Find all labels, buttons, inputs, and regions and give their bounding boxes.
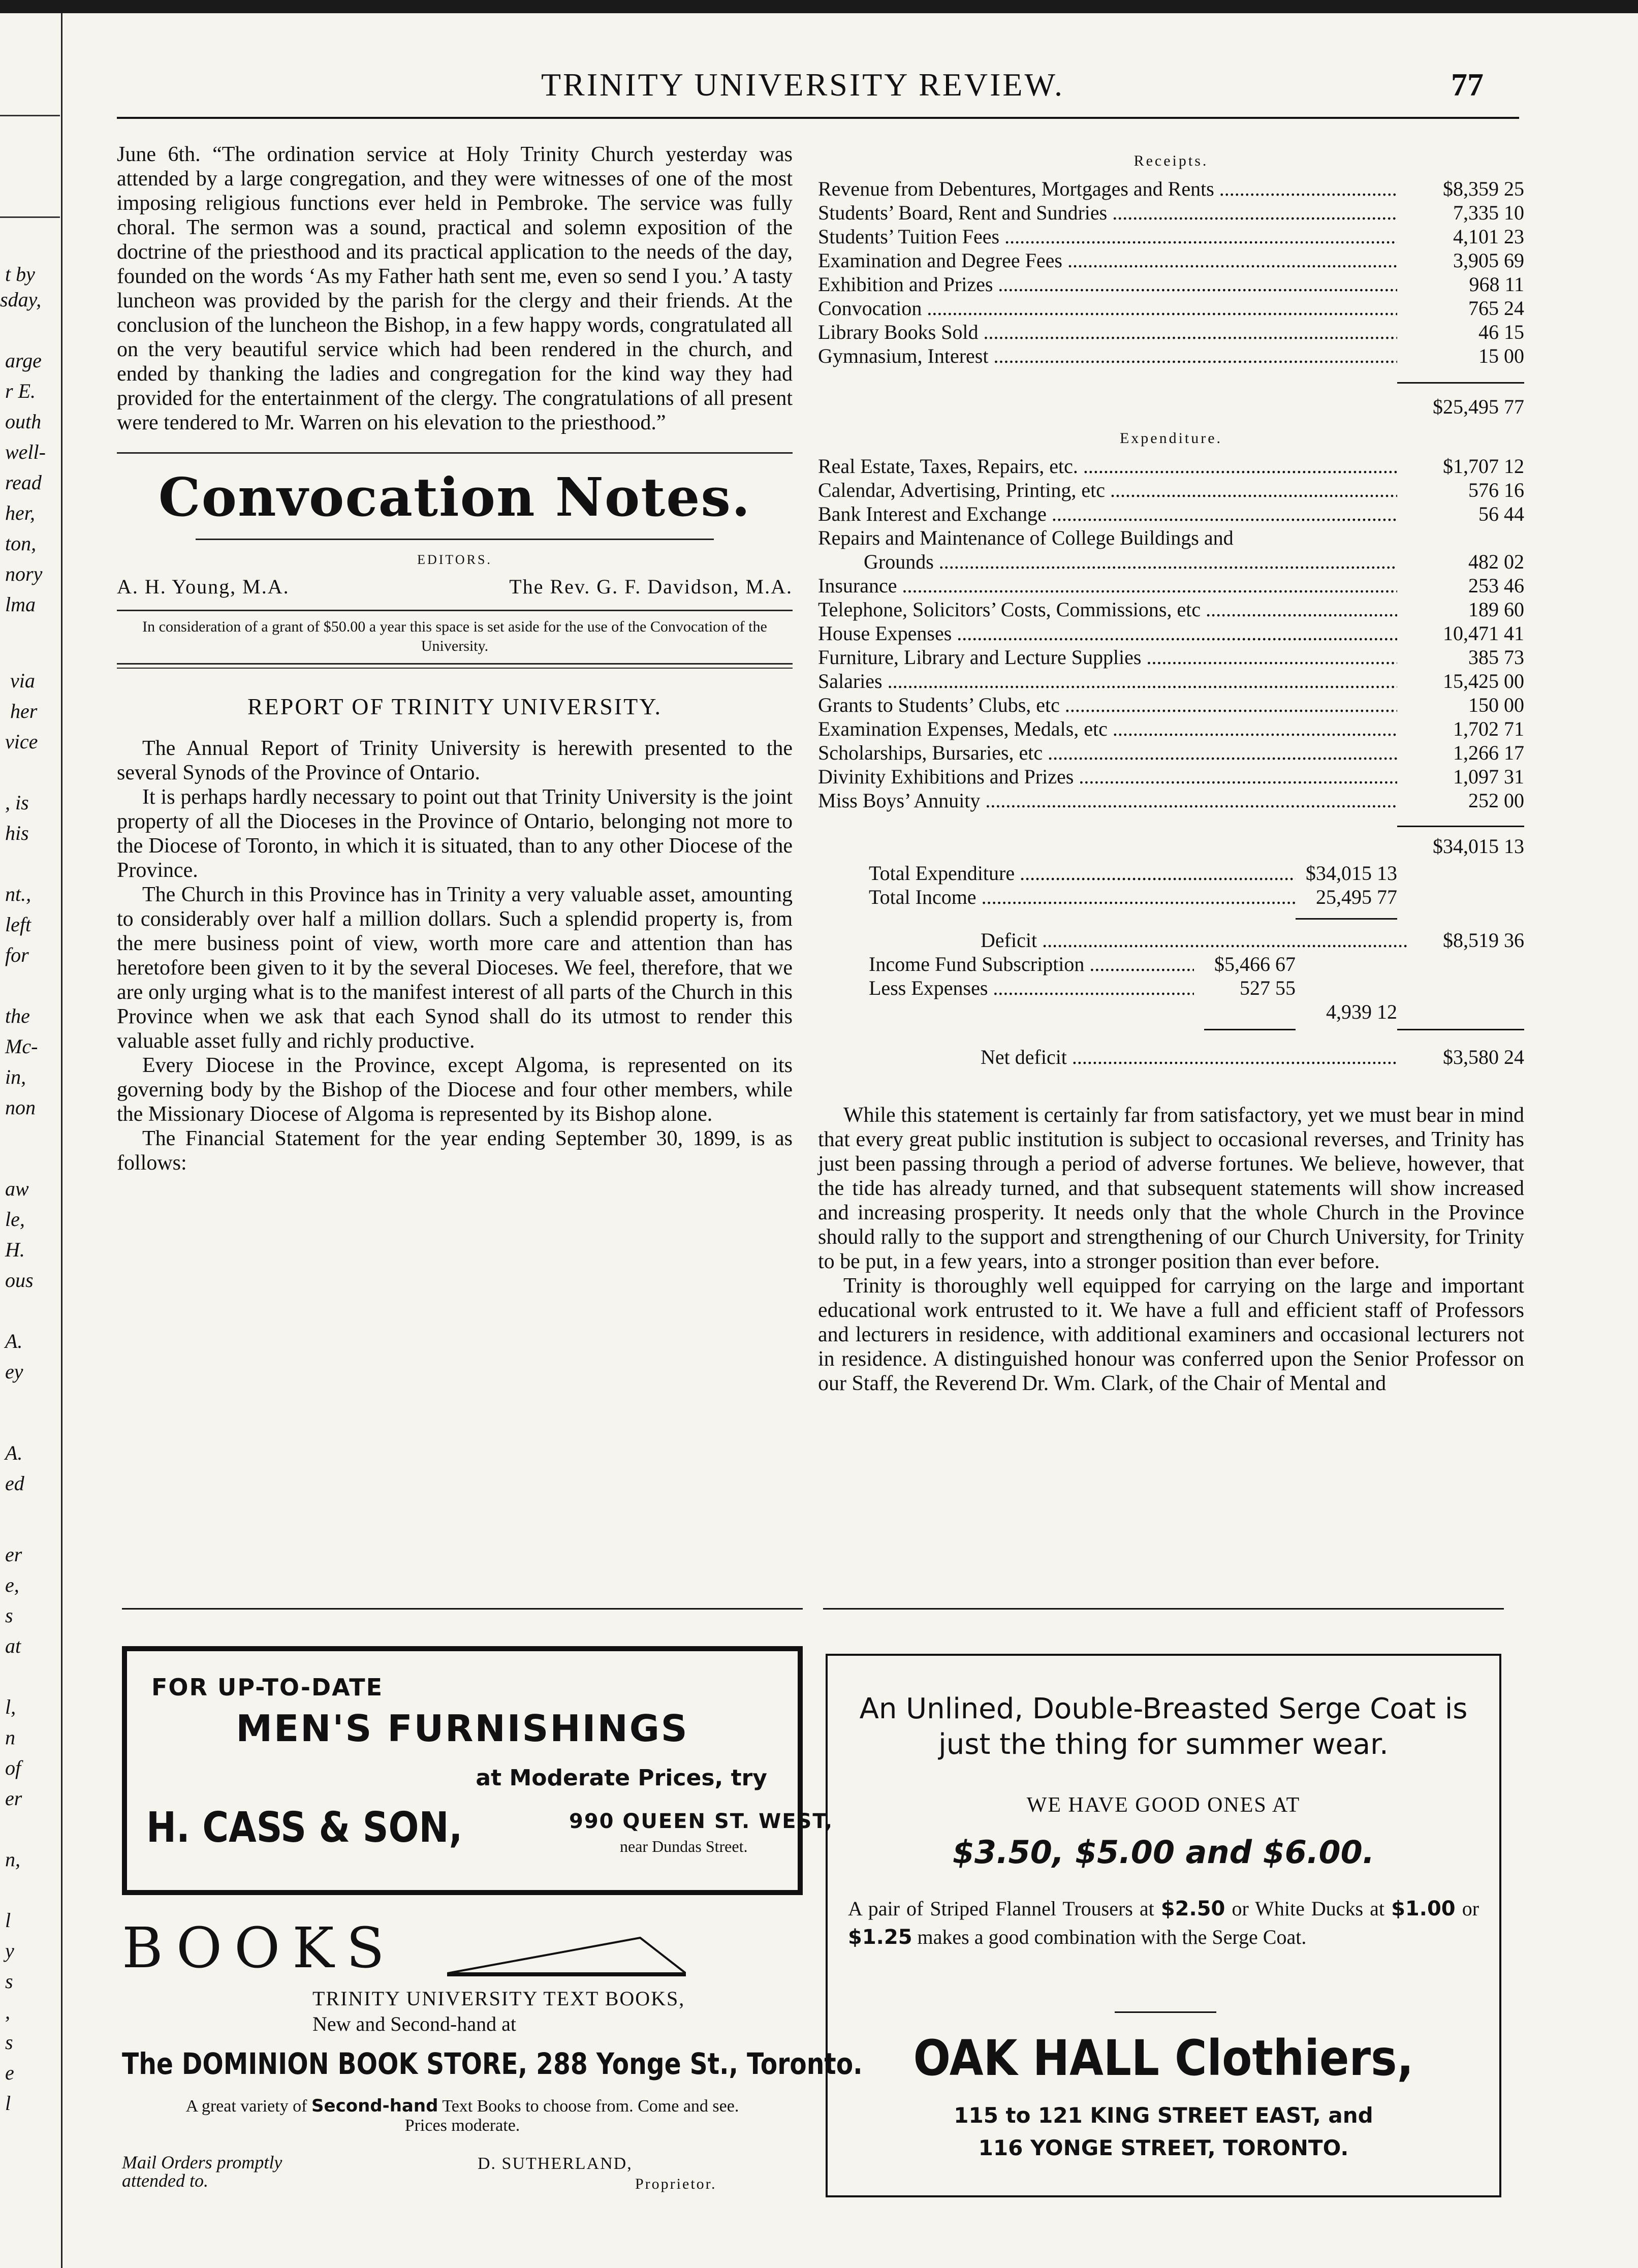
report-paragraph: The Church in this Province has in Trinity a very valuable asset, amounting to considerably over half a million dollars. Such a splendid property is, from the mere business point of view, worth more care and attention than has heretofore been given to it by the several Dioceses. We feel, therefore, that we are only urging what is to the manifest interest of all parts of the Church in this Province when we ask that each Synod shall do its utmost to render this valuable asset fully and richly productive.	[117, 883, 793, 1053]
grant-note: In consideration of a grant of $50.00 a year this space is set aside for the use of the Convocation of the University.	[142, 618, 767, 654]
gutter-fragment: well-	[5, 440, 46, 463]
section-rule	[117, 452, 793, 454]
gutter-fragment: l	[5, 2092, 11, 2115]
journal-title: TRINITY UNIVERSITY REVIEW.	[541, 67, 1065, 103]
gutter-fragment: her	[10, 700, 38, 722]
gutter-fragment: e	[5, 2061, 14, 2084]
ad-line: FOR UP-TO-DATE	[151, 1674, 383, 1701]
sum-rule	[1397, 382, 1524, 384]
row-amount: 1,266 17	[1453, 741, 1524, 764]
expenditure-row	[818, 669, 1524, 693]
ad-text: or White Ducks at	[1232, 1897, 1385, 1920]
gutter-fragment: at	[5, 1634, 21, 1657]
net-subscription-amount: 4,939 12	[1326, 1000, 1397, 1023]
gutter-fragment: sday,	[0, 288, 42, 311]
ad-headline: MEN'S FURNISHINGS	[236, 1707, 689, 1750]
section-title: Convocation Notes.	[158, 466, 751, 528]
gutter-fragment: vice	[5, 730, 38, 753]
row-amount: 150 00	[1468, 694, 1524, 716]
gutter-fragment: e,	[5, 1573, 19, 1596]
convocation-notes-section	[117, 466, 793, 669]
expenditure-row	[818, 621, 1524, 645]
ad-price: $1.00	[1391, 1897, 1456, 1920]
expenditure-row	[818, 597, 1524, 621]
report-title: REPORT OF TRINITY UNIVERSITY.	[247, 694, 663, 719]
editors-line	[117, 575, 793, 598]
expenditure-row	[818, 717, 1524, 741]
gutter-fragment: l	[5, 1909, 11, 1932]
ad-proprietor-title: Proprietor.	[635, 2176, 717, 2192]
ad-line: near Dundas Street.	[620, 1837, 748, 1855]
row-label	[818, 395, 1397, 419]
row-label: Income Fund Subscription .....	[869, 952, 1194, 976]
row-amount: 15,425 00	[1443, 670, 1524, 692]
gutter-fragment: l,	[5, 1695, 16, 1718]
ad-text-emphasis: Second-hand	[311, 2096, 438, 2116]
gutter-fragment: A.	[5, 1441, 23, 1464]
row-amount: $1,707 12	[1443, 455, 1524, 478]
expenditure-heading: Expenditure.	[1119, 430, 1223, 447]
report-paragraph: It is perhaps hardly necessary to point out that Trinity University is the joint property of all the Dioceses in the Province of Ontario, belonging not more to the Diocese of Toronto, in which it is situated, than to any other Diocese of the Province.	[117, 785, 793, 882]
commentary-paragraph: Trinity is thoroughly well equipped for carrying on the large and important educational work entrusted to it. We have a full and efficient staff of Professors and lecturers in residence, with additional examiners and occasional lecturers not in residence. A distinguished honour was conferred upon the Senior Professor on our Staff, the Reverend Dr. Wm. Clark, of the Chair of Mental and	[818, 1274, 1524, 1395]
row-amount	[1397, 526, 1524, 550]
title-underline	[196, 539, 714, 540]
row-label: Students’ Board, Rent and Sundries .....	[818, 201, 1397, 225]
gutter-fragment: his	[5, 822, 29, 844]
header-rule	[117, 117, 1519, 119]
gutter-fragment: er	[5, 1787, 22, 1810]
less-expenses-amount: 527 55	[1240, 976, 1296, 999]
gutter-fragment: read	[5, 471, 42, 494]
row-label: Exhibition and Prizes .....	[818, 272, 1397, 296]
row-label: Less Expenses .....	[869, 976, 1194, 1000]
gutter-fragment: of	[5, 1756, 21, 1779]
ad-business-name: H. CASS & SON,	[146, 1804, 463, 1852]
editor-name: A. H. Young, M.A.	[117, 575, 290, 598]
gutter-fragment: the	[5, 1004, 30, 1027]
gutter-fragment: for	[5, 943, 29, 966]
cass-advertisement	[122, 1646, 834, 1895]
gutter-fragment: ton,	[5, 532, 37, 555]
ad-description	[178, 2096, 747, 2135]
row-label: Total Expenditure .....	[869, 861, 1296, 885]
row-label: Real Estate, Taxes, Repairs, etc. .....	[818, 454, 1397, 478]
total-income-amount: 25,495 77	[1316, 886, 1397, 908]
report-paragraph: Every Diocese in the Province, except Algoma, is represented on its governing body by the Bishop of the Diocese and four other members, while the Missionary Diocese of Algoma is represented by its Bishop alone.	[117, 1054, 793, 1126]
expenditure-row	[818, 789, 1524, 812]
gutter-fragment: lma	[5, 593, 36, 616]
summary-block	[818, 861, 1524, 1095]
row-label: Insurance .....	[818, 574, 1397, 597]
ordination-paragraph: June 6th. “The ordination service at Holy Trinity Church yesterday was attended by a large congregation, and they were witnesses of one of the most imposing religious functions ever held in Pembroke. The service was fully choral. The sermon was a sound, practical and solemn exposition of the doctrine of the priesthood and its practical application to the needs of the day, founded on the words ‘As my Father hath sent me, even so send I you.’ A tasty luncheon was provided by the parish for the clergy and their friends. At the conclusion of the luncheon the Bishop, in a few happy words, congratulated all on the very beautiful service which had been rendered in the church, and ended by thanking the ladies and congregation for the kind way they had provided for the entertainment of the clergy. The congratulations of all present were tendered to Mr. Warren on his elevation to the priesthood.”	[117, 143, 793, 434]
row-label: House Expenses .....	[818, 621, 1397, 645]
previous-page-gutter	[0, 13, 62, 2268]
expenditure-row	[818, 765, 1524, 789]
total-expenditure-row	[869, 861, 1296, 885]
receipt-row	[818, 296, 1524, 320]
gutter-fragment: , is	[5, 791, 29, 814]
row-amount: 968 11	[1469, 273, 1524, 296]
gutter-fragment: nory	[5, 562, 43, 585]
row-amount: 253 46	[1468, 574, 1524, 597]
gutter-fragment: er	[5, 1543, 22, 1566]
receipt-row	[818, 201, 1524, 225]
row-label: Grants to Students’ Clubs, etc .....	[818, 693, 1397, 717]
expenditure-total: $34,015 13	[1433, 835, 1524, 858]
oak-hall-advertisement	[826, 1654, 1501, 2197]
row-amount: 10,471 41	[1443, 622, 1524, 645]
column-end-rule	[122, 1608, 803, 1610]
commentary-paragraph: While this statement is certainly far from satisfactory, yet we must bear in mind that every great public institution is subject to occasional reverses, and Trinity has just been passing through a period of adverse fortunes. We believe, however, that the tide has already turned, and that subsequent statements will show increased and increasing prosperity. It needs only that the whole Church in the Province should rally to the support and strengthening of our Church University, for Trinity to be put, in a few years, into a stronger position than ever before.	[818, 1104, 1524, 1273]
row-label: Grounds .....	[818, 550, 1397, 574]
editors-rule	[117, 610, 793, 611]
row-label: Convocation .....	[818, 296, 1397, 320]
ad-mail-orders: Mail Orders promptly attended to.	[122, 2152, 282, 2191]
gutter-fragment: t by	[5, 263, 35, 286]
gutter-fragment: le,	[5, 1208, 25, 1231]
receipts-heading: Receipts.	[1133, 152, 1209, 169]
ad-text: makes a good combination with the Serge Coat.	[917, 1926, 1307, 1948]
sum-rule	[1397, 1029, 1524, 1030]
total-expenditure-amount: $34,015 13	[1306, 862, 1397, 885]
gutter-fragment: s	[5, 1970, 13, 1993]
gutter-fragment: arge	[5, 349, 42, 372]
gutter-fragment: left	[5, 913, 32, 936]
row-label: Library Books Sold .....	[818, 320, 1397, 344]
report-paragraph: The Financial Statement for the year ending September 30, 1899, is as follows:	[117, 1127, 793, 1175]
ad-proprietor-name: D. SUTHERLAND,	[478, 2154, 633, 2173]
page-number: 77	[1451, 67, 1484, 103]
row-label: Deficit .....	[981, 928, 1407, 952]
ad-price: $2.50	[1160, 1897, 1225, 1920]
ad-text: A pair of Striped Flannel Trousers at	[848, 1897, 1154, 1920]
deficit-amount: $8,519 36	[1443, 929, 1524, 952]
row-label: Students’ Tuition Fees .....	[818, 225, 1397, 248]
row-label: Miss Boys’ Annuity .....	[818, 789, 1397, 812]
gutter-fragment: n,	[5, 1848, 20, 1871]
ad-headline: An Unlined, Double-Breasted Serge Coat is just the thing for summer wear.	[859, 1692, 1468, 1761]
editor-name: The Rev. G. F. Davidson, M.A.	[509, 575, 793, 598]
left-column	[117, 142, 793, 1175]
gutter-fragment: outh	[5, 410, 42, 433]
ad-text: A great variety of	[185, 2097, 307, 2116]
report-paragraph: The Annual Report of Trinity University is herewith presented to the several Synods of the Province of Ontario.	[117, 737, 793, 784]
receipts-table	[818, 177, 1524, 419]
receipt-row	[818, 248, 1524, 272]
receipt-row	[818, 320, 1524, 344]
row-label: Total Income .....	[869, 885, 1296, 909]
row-label: Bank Interest and Exchange .....	[818, 502, 1397, 526]
expenditure-row	[818, 574, 1524, 597]
receipt-row	[818, 177, 1524, 201]
ad-heading: BOOKS	[122, 1915, 397, 1980]
receipts-total-row	[818, 395, 1524, 419]
gutter-fragment: y	[5, 1939, 14, 1962]
ad-line: WE HAVE GOOD ONES AT	[1026, 1793, 1301, 1817]
column-end-rule	[823, 1608, 1504, 1610]
gutter-fragment: ey	[5, 1360, 23, 1383]
row-label: Scholarships, Bursaries, etc .....	[818, 741, 1397, 765]
ad-business-name: OAK HALL Clothiers,	[913, 2030, 1414, 2087]
gutter-fragment: via	[10, 669, 35, 692]
gutter-fragment: H.	[5, 1238, 25, 1261]
row-amount: 385 73	[1468, 646, 1524, 669]
gutter-fragment: nt.,	[5, 883, 32, 905]
ad-prices: $3.50, $5.00 and $6.00.	[952, 1834, 1375, 1871]
row-amount: 4,101 23	[1453, 225, 1524, 248]
gutter-rule	[0, 216, 60, 218]
sum-rule	[1397, 826, 1524, 827]
income-fund-row	[869, 952, 1194, 976]
row-amount: 7,335 10	[1453, 201, 1524, 224]
gutter-fragment: s	[5, 2031, 13, 2054]
right-column	[818, 152, 1524, 1396]
gutter-fragment: s	[5, 1604, 13, 1627]
net-deficit-amount: $3,580 24	[1443, 1046, 1524, 1068]
receipt-row	[818, 344, 1524, 368]
gutter-fragment: aw	[5, 1177, 29, 1200]
gutter-fragment: ous	[5, 1269, 34, 1292]
row-amount: $8,359 25	[1443, 177, 1524, 200]
scan-top-border	[0, 0, 1638, 13]
row-label: Gymnasium, Interest .....	[818, 344, 1397, 368]
row-amount: 1,097 31	[1453, 765, 1524, 788]
row-label: Furniture, Library and Lecture Supplies .....	[818, 645, 1397, 669]
ad-line: TRINITY UNIVERSITY TEXT BOOKS,	[312, 1987, 685, 2010]
row-amount: 46 15	[1478, 321, 1524, 343]
row-amount: 482 02	[1468, 550, 1524, 573]
row-amount: 1,702 71	[1453, 717, 1524, 740]
sum-rule	[1204, 1029, 1296, 1030]
ad-address: 115 to 121 KING STREET EAST, and	[954, 2103, 1373, 2128]
gutter-fragment: her,	[5, 501, 35, 524]
expenditure-table	[818, 454, 1524, 858]
gutter-fragment: in,	[5, 1065, 26, 1088]
expenditure-total-row	[818, 834, 1524, 858]
ad-divider	[1115, 2011, 1216, 2013]
ad-description	[848, 1895, 1479, 1951]
running-head	[81, 66, 1524, 112]
row-label: Divinity Exhibitions and Prizes .....	[818, 765, 1397, 789]
expenditure-row	[818, 478, 1524, 502]
commentary	[818, 1103, 1524, 1396]
row-amount: 765 24	[1468, 297, 1524, 320]
gutter-fragment: n	[5, 1726, 15, 1749]
row-amount: 56 44	[1478, 502, 1524, 525]
report-body	[117, 736, 793, 1175]
total-income-row	[869, 885, 1296, 909]
expenditure-row	[818, 502, 1524, 526]
editors-label: EDITORS.	[417, 552, 492, 567]
income-fund-amount: $5,466 67	[1214, 953, 1296, 975]
net-deficit-row	[981, 1045, 1397, 1069]
row-label: Examination Expenses, Medals, etc .....	[818, 717, 1397, 741]
gutter-fragment: A.	[5, 1330, 23, 1352]
ad-text: or	[1462, 1897, 1479, 1920]
row-label: Examination and Degree Fees .....	[818, 248, 1397, 272]
gutter-rule	[0, 115, 60, 116]
ad-address: 990 QUEEN ST. WEST,	[569, 1810, 834, 1833]
receipt-row	[818, 225, 1524, 248]
ad-line: New and Second-hand at	[312, 2012, 516, 2035]
row-label: Calendar, Advertising, Printing, etc .....	[818, 478, 1397, 502]
ad-line: at Moderate Prices, try	[476, 1765, 767, 1791]
row-amount: 15 00	[1478, 344, 1524, 367]
less-expenses-row	[869, 976, 1194, 1000]
row-amount: 576 16	[1468, 479, 1524, 501]
pen-flourish-icon	[447, 1933, 686, 1978]
row-label: Salaries .....	[818, 669, 1397, 693]
gutter-fragment: non	[5, 1096, 36, 1119]
gutter-fragment: ,	[5, 2000, 10, 2023]
expenditure-row	[818, 693, 1524, 717]
ad-price: $1.25	[848, 1926, 912, 1949]
note-double-rule	[117, 663, 793, 669]
row-label: Net deficit .....	[981, 1045, 1397, 1069]
books-advertisement	[122, 1915, 863, 2246]
expenditure-row	[818, 550, 1524, 574]
row-amount: 3,905 69	[1453, 249, 1524, 272]
receipts-total: $25,495 77	[1433, 395, 1524, 418]
row-label: Telephone, Solicitors’ Costs, Commissions, etc .....	[818, 597, 1397, 621]
ad-store-name: The DOMINION BOOK STORE, 288 Yonge St., Toronto.	[122, 2046, 863, 2081]
gutter-fragment: ed	[5, 1472, 24, 1495]
receipt-row	[818, 272, 1524, 296]
row-label: Repairs and Maintenance of College Buildings and	[818, 526, 1234, 549]
row-amount: 252 00	[1468, 789, 1524, 812]
gutter-fragment: r E.	[5, 380, 36, 402]
row-amount: 189 60	[1468, 598, 1524, 621]
row-label: Revenue from Debentures, Mortgages and Rents .....	[818, 177, 1397, 201]
row-label	[818, 834, 1397, 858]
expenditure-row	[818, 645, 1524, 669]
ad-text: Text Books to choose from. Come and see. Prices moderate.	[404, 2097, 739, 2135]
expenditure-row	[818, 454, 1524, 478]
sum-rule	[1296, 918, 1397, 920]
gutter-fragment: Mc-	[5, 1035, 38, 1058]
expenditure-row	[818, 526, 1524, 550]
expenditure-row	[818, 741, 1524, 765]
deficit-row	[981, 928, 1407, 952]
ad-address: 116 YONGE STREET, TORONTO.	[978, 2135, 1349, 2160]
